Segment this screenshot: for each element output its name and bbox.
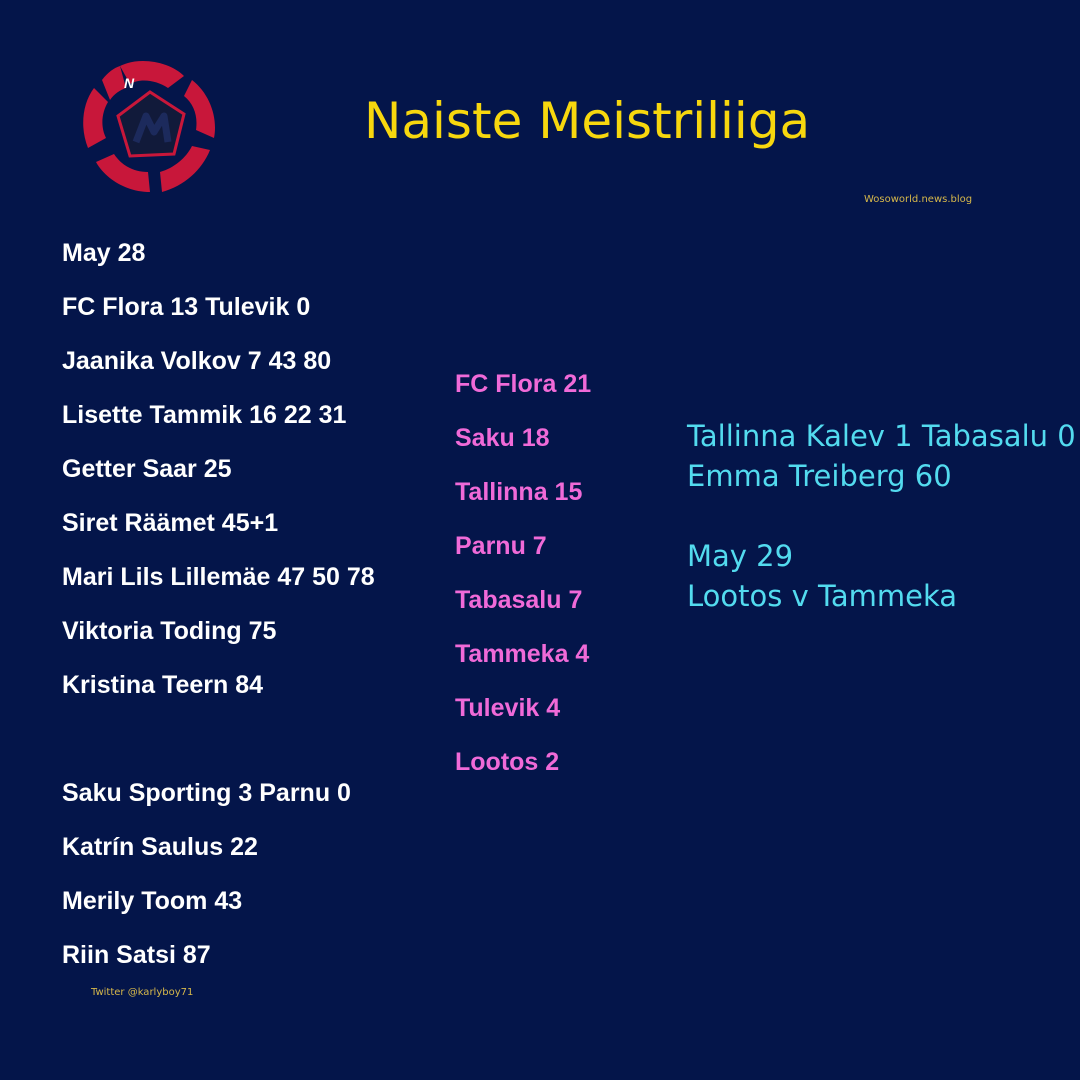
fixture: Lootos v Tammeka <box>687 579 958 613</box>
scorer-line: Merily Toom 43 <box>62 887 243 915</box>
match-result: FC Flora 13 Tulevik 0 <box>62 293 311 321</box>
right-column <box>687 416 1076 616</box>
standings-row: Saku 18 <box>455 424 550 452</box>
scorer-line: Siret Räämet 45+1 <box>62 509 279 537</box>
match-date: May 28 <box>62 239 146 267</box>
standings-row: Tulevik 4 <box>455 694 561 722</box>
scorer-line: Mari Lils Lillemäe 47 50 78 <box>62 563 375 591</box>
scorer-line: Riin Satsi 87 <box>62 941 211 969</box>
standings-column <box>455 357 591 789</box>
scorer-line: Emma Treiberg 60 <box>687 459 952 493</box>
scorer-line: Jaanika Volkov 7 43 80 <box>62 347 332 375</box>
twitter-handle: Twitter @karlyboy71 <box>91 987 194 998</box>
spacer <box>687 496 1076 536</box>
svg-text:N: N <box>124 75 135 91</box>
scorer-line: Kristina Teern 84 <box>62 671 264 699</box>
standings-row: Tallinna 15 <box>455 478 583 506</box>
league-logo <box>80 58 222 194</box>
blog-watermark: Wosoworld.news.blog <box>864 194 973 205</box>
fixture-date: May 29 <box>687 539 794 573</box>
match-result: Saku Sporting 3 Parnu 0 <box>62 779 351 807</box>
standings-row: Tammeka 4 <box>455 640 590 668</box>
scorer-line: Lisette Tammik 16 22 31 <box>62 401 347 429</box>
standings-row: FC Flora 21 <box>455 370 592 398</box>
scorer-line: Katrín Saulus 22 <box>62 833 258 861</box>
league-logo-icon <box>80 58 222 194</box>
scorer-line: Getter Saar 25 <box>62 455 232 483</box>
scorer-line: Viktoria Toding 75 <box>62 617 277 645</box>
standings-row: Parnu 7 <box>455 532 547 560</box>
page-title: Naiste Meistriliiga <box>364 92 811 150</box>
match-result: Tallinna Kalev 1 Tabasalu 0 <box>687 419 1076 453</box>
standings-row: Tabasalu 7 <box>455 586 583 614</box>
results-column <box>62 226 375 982</box>
spacer <box>62 712 375 766</box>
standings-row: Lootos 2 <box>455 748 560 776</box>
